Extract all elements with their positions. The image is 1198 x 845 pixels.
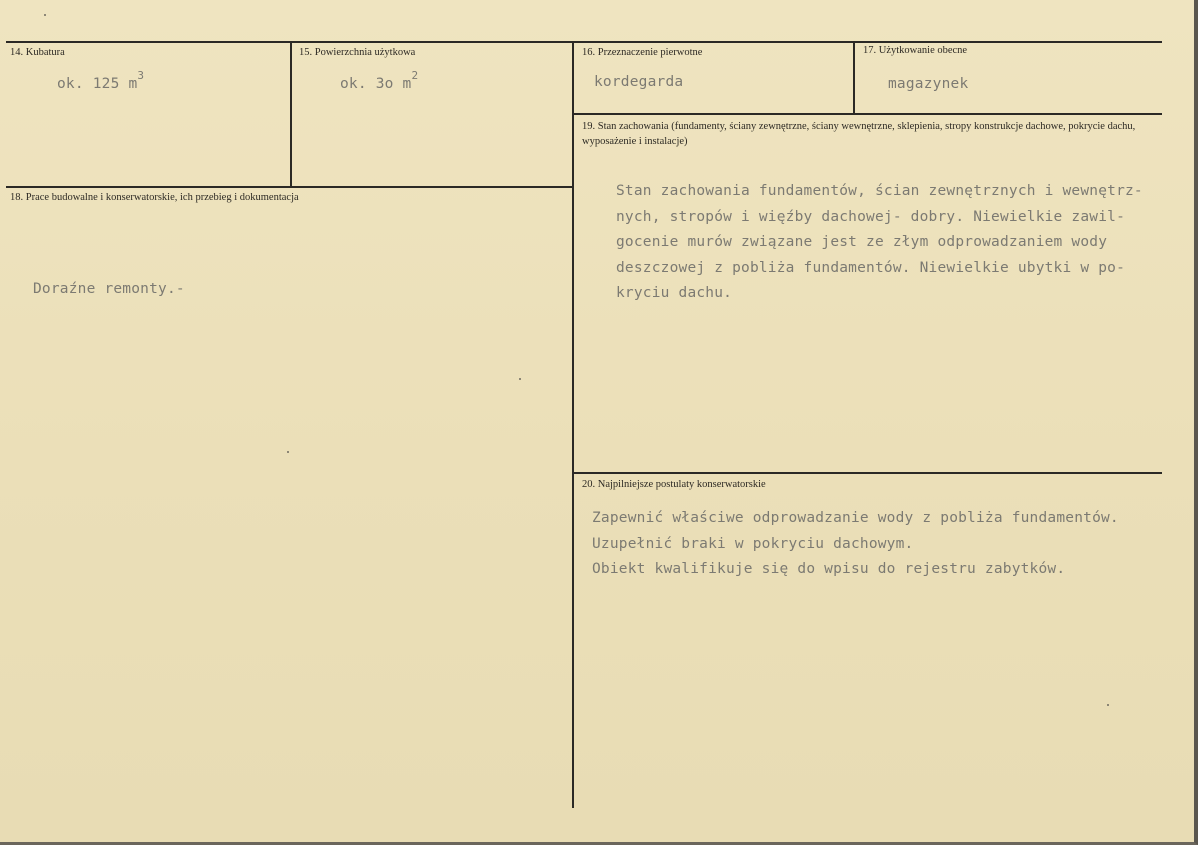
rule-under-16-17 — [574, 113, 1162, 115]
field-16-label: 16. Przeznaczenie pierwotne — [582, 47, 703, 58]
field-19-line: gocenie murów związane jest ze złym odprowadzaniem wody — [616, 234, 1108, 250]
paper-speck — [44, 14, 46, 16]
field-20-line: Obiekt kwalifikuje się do wpisu do rejestru zabytków. — [592, 561, 1066, 577]
field-18-value: Doraźne remonty.- — [33, 281, 185, 297]
paper-speck — [287, 451, 289, 453]
field-15-value-exponent: 2 — [411, 69, 419, 82]
divider-left-right — [572, 43, 574, 808]
field-19-text — [616, 179, 1176, 307]
field-19-line: kryciu dachu. — [616, 285, 733, 301]
field-19-line: deszczowej z pobliża fundamentów. Niewielkie ubytki w po- — [616, 259, 1125, 276]
field-19-line: nych, stropów i więźby dachowej- dobry. Niewielkie zawil- — [616, 208, 1125, 225]
paper-speck — [1107, 704, 1109, 706]
divider-14-15 — [290, 43, 292, 187]
field-14-value — [57, 69, 145, 92]
field-15-label: 15. Powierzchnia użytkowa — [299, 47, 416, 58]
field-20-text — [592, 506, 1182, 583]
field-20-line: Zapewnić właściwe odprowadzanie wody z pobliża fundamentów. — [592, 510, 1119, 526]
field-14-value-text: ok. 125 m — [57, 75, 138, 92]
rule-under-14-15 — [6, 186, 572, 188]
field-17-value: magazynek — [888, 76, 969, 92]
field-18-label: 18. Prace budowalne i konserwatorskie, ich przebieg i dokumentacja — [10, 192, 299, 203]
field-19-label: 19. Stan zachowania (fundamenty, ściany zewnętrzne, ściany wewnętrzne, sklepienia, stropy konstrukcje dachowe, pokrycie dachu, wyposażenie i instalacje) — [582, 121, 1136, 147]
paper-speck — [519, 378, 521, 380]
field-14-value-exponent: 3 — [137, 69, 145, 82]
field-15-value — [340, 69, 419, 92]
field-19-line: Stan zachowania fundamentów, ścian zewnętrznych i wewnętrz- — [616, 183, 1143, 199]
field-20-line: Uzupełnić braki w pokryciu dachowym. — [592, 535, 914, 552]
field-17-label: 17. Użytkowanie obecne — [863, 45, 968, 56]
top-rule — [6, 41, 1162, 43]
field-20-label: 20. Najpilniejsze postulaty konserwatorskie — [582, 479, 766, 490]
field-16-value: kordegarda — [594, 74, 684, 90]
divider-16-17 — [853, 43, 855, 114]
field-15-value-text: ok. 3o m — [340, 75, 412, 92]
field-14-label: 14. Kubatura — [10, 47, 65, 58]
rule-above-20 — [574, 472, 1162, 474]
